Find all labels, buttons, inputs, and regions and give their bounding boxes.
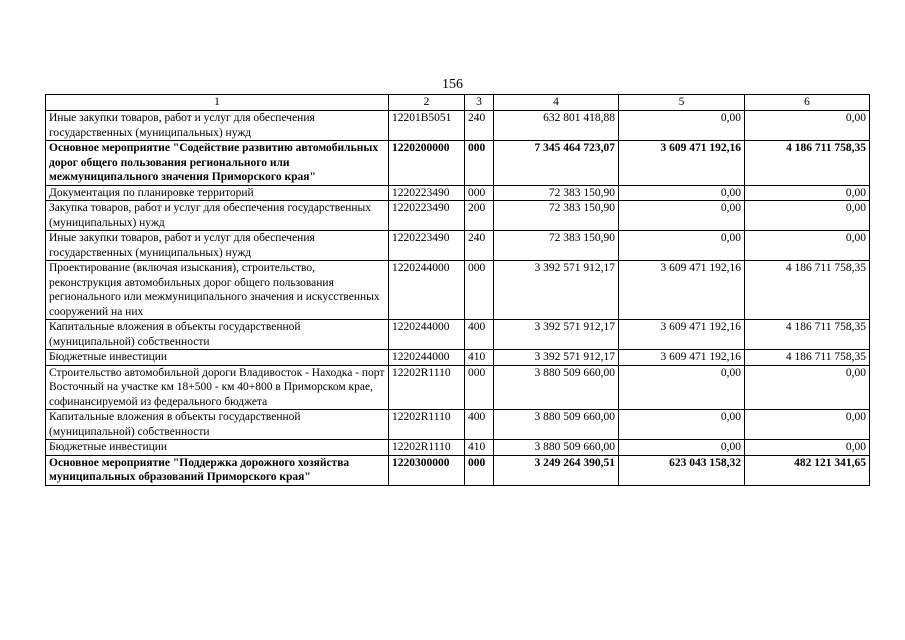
row-expense-type: 410 (465, 350, 494, 366)
table-row (46, 350, 870, 366)
row-name: Основное мероприятие "Поддержка дорожного хозяйства муниципальных образований Приморского края" (46, 455, 389, 485)
table-row (46, 410, 870, 440)
row-name: Проектирование (включая изыскания), строительство, реконструкция автомобильных дорог общего пользования регионального или межмуниципального значения и искусственных сооружений на них (46, 261, 389, 320)
row-amount-year2: 0,00 (619, 410, 745, 440)
row-code: 1220223490 (389, 231, 465, 261)
row-code: 1220244000 (389, 320, 465, 350)
row-name: Иные закупки товаров, работ и услуг для обеспечения государственных (муниципальных) нужд (46, 231, 389, 261)
row-name: Бюджетные инвестиции (46, 440, 389, 456)
row-amount-year2: 3 609 471 192,16 (619, 350, 745, 366)
row-amount-year3: 0,00 (745, 185, 870, 201)
page-number: 156 (442, 77, 463, 92)
row-amount-year3: 0,00 (745, 231, 870, 261)
row-code: 12201B5051 (389, 111, 465, 141)
row-name: Документация по планировке территорий (46, 185, 389, 201)
row-name: Закупка товаров, работ и услуг для обеспечения государственных (муниципальных) нужд (46, 201, 389, 231)
row-name: Капитальные вложения в объекты государственной (муниципальной) собственности (46, 410, 389, 440)
row-code: 1220223490 (389, 185, 465, 201)
column-header-code: 2 (389, 95, 465, 111)
row-expense-type: 410 (465, 440, 494, 456)
row-amount-year1: 3 880 509 660,00 (494, 365, 619, 410)
row-name: Бюджетные инвестиции (46, 350, 389, 366)
row-name: Строительство автомобильной дороги Владивосток - Находка - порт Восточный на участке км 18+500 - км 40+800 в Приморском крае, софинансируемой из федерального бюджета (46, 365, 389, 410)
column-header-year1: 4 (494, 95, 619, 111)
row-amount-year3: 4 186 711 758,35 (745, 261, 870, 320)
column-header-name: 1 (46, 95, 389, 111)
row-amount-year2: 0,00 (619, 185, 745, 201)
row-name: Капитальные вложения в объекты государственной (муниципальной) собственности (46, 320, 389, 350)
row-amount-year3: 4 186 711 758,35 (745, 350, 870, 366)
row-expense-type: 200 (465, 201, 494, 231)
row-amount-year1: 72 383 150,90 (494, 231, 619, 261)
row-amount-year2: 0,00 (619, 231, 745, 261)
row-code: 1220223490 (389, 201, 465, 231)
table-row (46, 141, 870, 186)
row-amount-year1: 3 880 509 660,00 (494, 440, 619, 456)
row-amount-year1: 3 392 571 912,17 (494, 350, 619, 366)
row-code: 12202R1110 (389, 410, 465, 440)
row-amount-year1: 3 392 571 912,17 (494, 261, 619, 320)
row-amount-year3: 4 186 711 758,35 (745, 141, 870, 186)
row-expense-type: 240 (465, 231, 494, 261)
table-header-row (46, 95, 870, 111)
budget-table (45, 94, 870, 486)
row-amount-year2: 0,00 (619, 440, 745, 456)
row-code: 1220244000 (389, 350, 465, 366)
row-amount-year2: 3 609 471 192,16 (619, 141, 745, 186)
table-row (46, 320, 870, 350)
row-amount-year1: 3 249 264 390,51 (494, 455, 619, 485)
table-row (46, 261, 870, 320)
row-expense-type: 000 (465, 261, 494, 320)
table-row (46, 111, 870, 141)
row-amount-year1: 72 383 150,90 (494, 201, 619, 231)
row-code: 12202R1110 (389, 365, 465, 410)
row-amount-year2: 623 043 158,32 (619, 455, 745, 485)
row-amount-year3: 0,00 (745, 440, 870, 456)
row-amount-year2: 0,00 (619, 201, 745, 231)
row-expense-type: 240 (465, 111, 494, 141)
table-row (46, 201, 870, 231)
row-expense-type: 000 (465, 185, 494, 201)
table-row (46, 455, 870, 485)
row-amount-year1: 7 345 464 723,07 (494, 141, 619, 186)
row-code: 1220200000 (389, 141, 465, 186)
row-code: 1220300000 (389, 455, 465, 485)
row-expense-type: 000 (465, 455, 494, 485)
row-amount-year3: 482 121 341,65 (745, 455, 870, 485)
row-amount-year2: 0,00 (619, 111, 745, 141)
row-amount-year2: 3 609 471 192,16 (619, 320, 745, 350)
table-row (46, 365, 870, 410)
row-code: 1220244000 (389, 261, 465, 320)
row-amount-year3: 4 186 711 758,35 (745, 320, 870, 350)
row-amount-year1: 3 880 509 660,00 (494, 410, 619, 440)
table-row (46, 185, 870, 201)
row-amount-year2: 0,00 (619, 365, 745, 410)
row-name: Основное мероприятие "Содействие развитию автомобильных дорог общего пользования регионального или межмуниципального значения Приморского края" (46, 141, 389, 186)
column-header-year3: 6 (745, 95, 870, 111)
column-header-vr: 3 (465, 95, 494, 111)
row-amount-year3: 0,00 (745, 201, 870, 231)
row-amount-year1: 632 801 418,88 (494, 111, 619, 141)
row-amount-year1: 72 383 150,90 (494, 185, 619, 201)
row-amount-year1: 3 392 571 912,17 (494, 320, 619, 350)
row-expense-type: 400 (465, 320, 494, 350)
row-expense-type: 000 (465, 365, 494, 410)
row-expense-type: 000 (465, 141, 494, 186)
table-body (46, 111, 870, 486)
row-amount-year3: 0,00 (745, 365, 870, 410)
row-code: 12202R1110 (389, 440, 465, 456)
row-amount-year3: 0,00 (745, 111, 870, 141)
table-row (46, 440, 870, 456)
row-amount-year2: 3 609 471 192,16 (619, 261, 745, 320)
table-row (46, 231, 870, 261)
row-amount-year3: 0,00 (745, 410, 870, 440)
column-header-year2: 5 (619, 95, 745, 111)
row-name: Иные закупки товаров, работ и услуг для обеспечения государственных (муниципальных) нужд (46, 111, 389, 141)
row-expense-type: 400 (465, 410, 494, 440)
